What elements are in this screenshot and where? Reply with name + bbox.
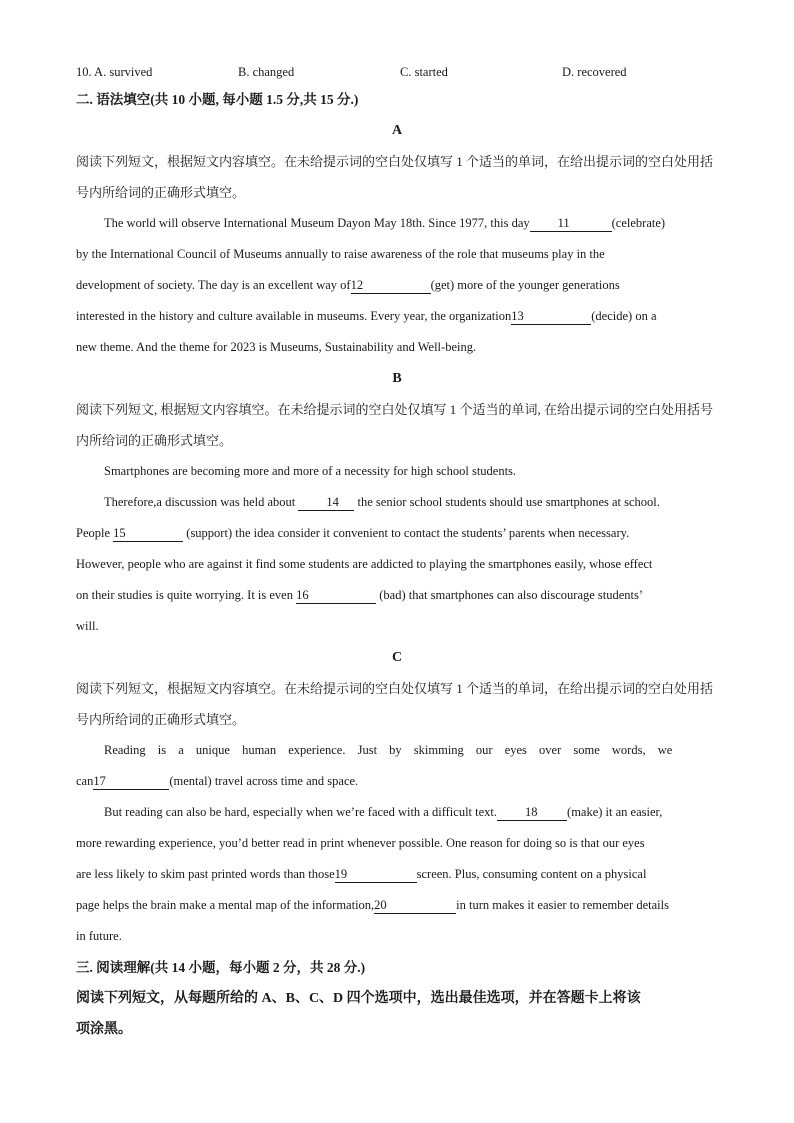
passage-c-line: can17 (mental) travel across time and space.: [76, 774, 359, 788]
part-b-label: B: [392, 371, 402, 386]
blank-13[interactable]: 13: [511, 308, 591, 325]
passage-b-line: People 15 (support) the idea consider it convenient to contact the students’ parents when necessary.: [76, 526, 630, 540]
passage-a-line: interested in the history and culture available in museums. Every year, the organization13 (decide) on a: [76, 309, 657, 323]
passage-c-line: Reading is a unique human experience. Just by skimming our eyes over some words, we: [104, 743, 673, 757]
q10-option-a: 10. A. survived: [76, 65, 153, 79]
blank-16[interactable]: 16: [296, 587, 376, 604]
passage-a-line: new theme. And the theme for 2023 is Museums, Sustainability and Well-being.: [76, 340, 477, 354]
blank-15[interactable]: 15: [113, 525, 183, 542]
passage-b-line: Therefore,a discussion was held about 14 the senior school students should use smartphones at school.: [104, 495, 660, 509]
q10-option-c: C. started: [400, 65, 448, 79]
blank-18[interactable]: 18: [497, 804, 567, 821]
section3-instruction: 阅读下列短文，从每题所给的 A、B、C、D 四个选项中，选出最佳选项，并在答题卡上将该: [76, 991, 641, 1006]
blank-12[interactable]: 12: [351, 277, 431, 294]
passage-a-line: by the International Council of Museums annually to raise awareness of the role that museums play in the: [76, 247, 605, 261]
part-c-instruction: 阅读下列短文，根据短文内容填空。在未给提示词的空白处仅填写 1 个适当的单词，在给出提示词的空白处用括号内所给词的正确形式填空。: [76, 681, 714, 727]
blank-20[interactable]: 20: [374, 897, 456, 914]
blank-14[interactable]: 14: [298, 494, 354, 511]
exam-page: [76, 60, 718, 1045]
passage-b-line: Smartphones are becoming more and more of a necessity for high school students.: [104, 464, 517, 478]
q10-options: [76, 60, 718, 84]
part-a-instruction: 阅读下列短文，根据短文内容填空。在未给提示词的空白处仅填写 1 个适当的单词，在给出提示词的空白处用括号内所给词的正确形式填空。: [76, 154, 714, 200]
passage-c-line: are less likely to skim past printed words than those19 screen. Plus, consuming content on a physical: [76, 867, 647, 881]
part-c-label: C: [391, 650, 403, 665]
blank-11[interactable]: 11: [530, 215, 612, 232]
q10-option-b: B. changed: [238, 65, 295, 79]
passage-a-line: development of society. The day is an excellent way of12 (get) more of the younger generations: [76, 278, 620, 292]
passage-c-line: page helps the brain make a mental map of the information,20 in turn makes it easier to remember details: [76, 898, 669, 912]
passage-c-line: in future.: [76, 929, 122, 943]
passage-a-line: The world will observe International Museum Dayon May 18th. Since 1977, this day 11 (celebrate): [104, 216, 666, 230]
passage-c-line: But reading can also be hard, especially when we’re faced with a difficult text. 18 (make) it an easier,: [104, 805, 663, 819]
part-b-instruction: 阅读下列短文, 根据短文内容填空。在未给提示词的空白处仅填写 1 个适当的单词, 在给出提示词的空白处用括号内所给词的正确形式填空。: [76, 402, 714, 448]
blank-17[interactable]: 17: [93, 773, 169, 790]
passage-b-line: However, people who are against it find some students are addicted to playing the smartphones easily, whose effect: [76, 557, 653, 571]
section3-title: 三. 阅读理解(共 14 小题，每小题 2 分，共 28 分.): [76, 960, 366, 975]
passage-b-line: on their studies is quite worrying. It is even 16 (bad) that smartphones can also discourage students’: [76, 588, 644, 602]
section3-instruction: 项涂黑。: [76, 1022, 132, 1037]
passage-b-line: will.: [76, 619, 99, 633]
q10-option-d: D. recovered: [562, 65, 627, 79]
passage-c-line: more rewarding experience, you’d better read in print whenever possible. One reason for doing so is that our eyes: [76, 836, 645, 850]
section2-title: 二. 语法填空(共 10 小题, 每小题 1.5 分,共 15 分.): [76, 92, 359, 107]
blank-19[interactable]: 19: [335, 866, 417, 883]
part-a-label: A: [391, 123, 403, 138]
